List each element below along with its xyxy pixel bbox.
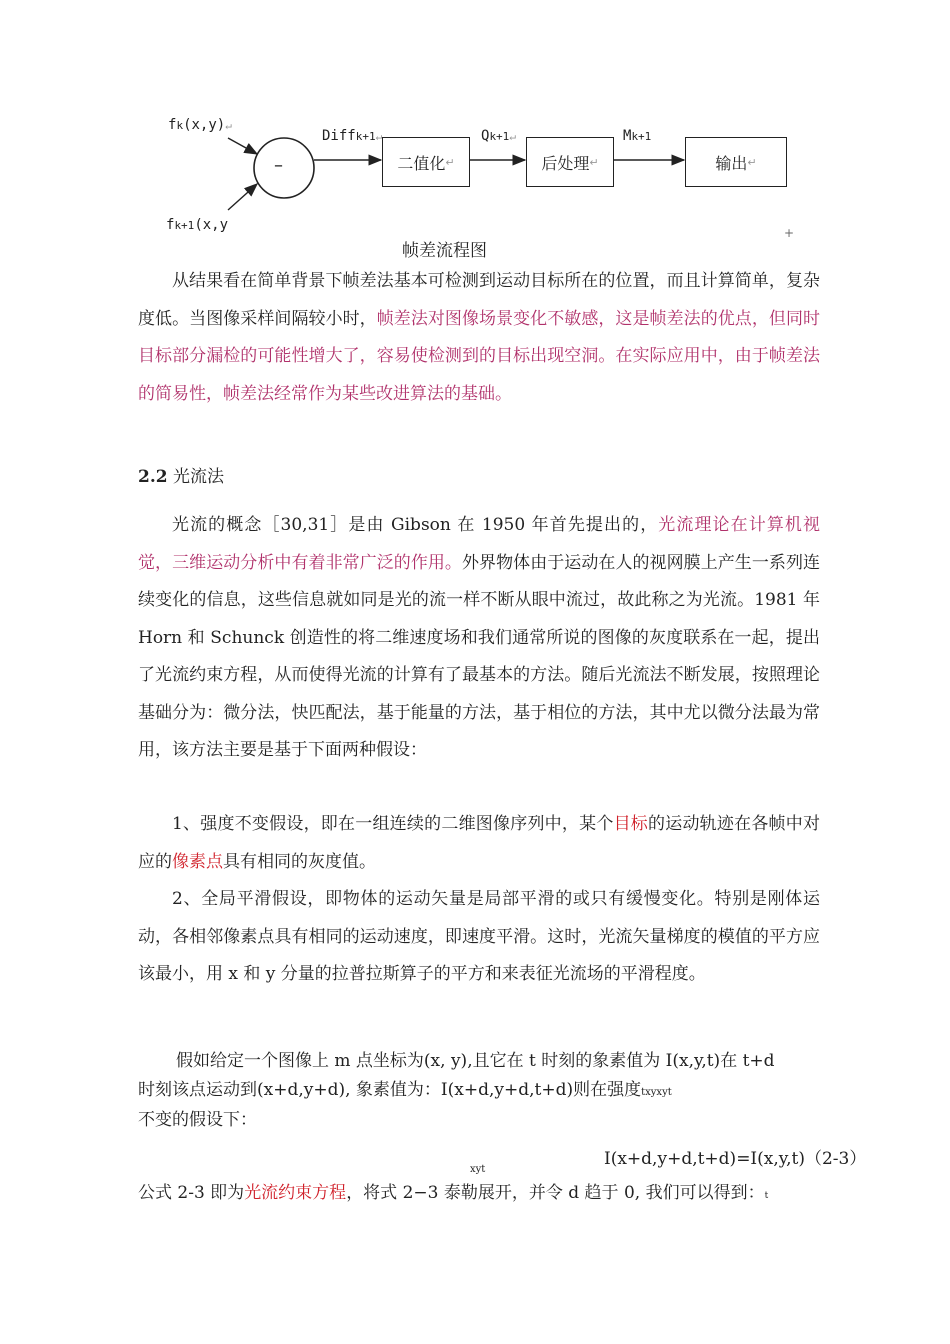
paragraph-assumption-2	[138, 881, 820, 994]
p5-line1: 假如给定一个图像上 m 点坐标为(x, y),且它在 t 时刻的象素值为 I(x,y,t)在 t+d	[176, 1051, 775, 1071]
p6-sub: t	[764, 1191, 769, 1201]
section-title: 光流法	[172, 467, 224, 487]
paragraph-optical-flow	[138, 507, 820, 770]
equation-2-3: I(x+d,y+d,t+d)=I(x,y,t)（2-3）	[604, 1149, 867, 1169]
p5-line3: 不变的假设下：	[138, 1110, 257, 1130]
p1-text: 从结果看在简单背景下帧差法基本可检测到运动目标所在的位置，而且计算简单，复杂度低。当图像采样间隔较小时，	[138, 271, 820, 329]
p1-highlight: 帧差法对图像场景变化不敏感，这是帧差法的优点，但同时目标部分漏检的可能性增大了，容易使检测到的目标出现空洞。在实际应用中，由于帧差法的简易性，帧差法经常作为某些改进算法的基础。	[138, 308, 820, 404]
p3-text-3: 具有相同的灰度值。	[223, 851, 376, 872]
paragraph-assumption-1	[138, 806, 820, 881]
p4-text: 2、全局平滑假设，即物体的运动矢量是局部平滑的或只有缓慢变化。特别是刚体运动，各相邻像素点具有相同的运动速度，即速度平滑。这时，光流矢量梯度的模值的平方应该最小，用 x 和 y 分量的拉普拉斯算子的平方和来表征光流场的平滑程度。	[138, 889, 820, 984]
plus-mark: +	[784, 226, 795, 240]
m-label: Mk+1	[623, 128, 652, 144]
input2-arrow	[228, 184, 257, 210]
subtract-node	[254, 138, 314, 198]
input1-arrow	[228, 138, 257, 154]
paragraph-frame-difference	[138, 263, 820, 413]
p3-pixel: 像素点	[172, 851, 223, 872]
diff-label: Diffk+1↵	[322, 128, 383, 144]
input2-label: fk+1(x,y	[166, 217, 229, 233]
subtract-symbol: –	[274, 155, 283, 176]
diagram-caption: 帧差流程图	[402, 241, 487, 261]
p6-text-1: 公式 2-3 即为	[138, 1183, 245, 1203]
p3-text-1: 1、强度不变假设，即在一组连续的二维图像序列中，某个	[172, 814, 614, 834]
q-label: Qk+1↵	[481, 128, 516, 144]
p3-target: 目标	[613, 814, 649, 834]
section-heading	[138, 462, 224, 487]
p6-highlight: 光流约束方程	[244, 1183, 347, 1203]
section-number: 2.2	[138, 467, 168, 487]
p2-highlight: 光流理论在计算机视觉，三维运动分析中有着非常广泛的作用。	[138, 515, 821, 573]
p6-text-2: ，将式 2−3 泰勒展开，并令 d 趋于 0, 我们可以得到：	[346, 1183, 765, 1203]
p6-line	[138, 1178, 768, 1203]
input1-label: fk(x,y)↵	[168, 117, 232, 133]
p2-text-1: 光流的概念［30,31］是由 Gibson 在 1950 年首先提出的，	[172, 515, 659, 535]
p2-text-2: 外界物体由于运动在人的视网膜上产生一系列连续变化的信息，这些信息就如同是光的流一样不断从眼中流过，故此称之为光流。1981 年 Horn 和 Schunck 创造性的将二维速度场和我们通常所说的图像的灰度联系在一起，提出了光流约束方程，从而使得光流的计算有了最基本的方法。随后光流法不断发展，按照理论基础分为：微分法，快匹配法，基于能量的方法，基于相位的方法，其中尤以微分法最为常用，该方法主要是基于下面两种假设：	[138, 552, 821, 760]
output-box: 输出 ↵	[685, 137, 787, 187]
p5-line2: 时刻该点运动到(x+d,y+d), 象素值为：I(x+d,y+d,t+d)则在强度txyxyt	[138, 1080, 672, 1100]
diagram-arrows	[0, 0, 950, 260]
binarize-box: 二值化 ↵	[382, 137, 470, 187]
postprocess-box: 后处理 ↵	[526, 137, 614, 187]
p3-text-2: 的运动轨迹在各帧中对应的	[138, 814, 821, 872]
equation-subscripts: xyt	[470, 1164, 486, 1175]
